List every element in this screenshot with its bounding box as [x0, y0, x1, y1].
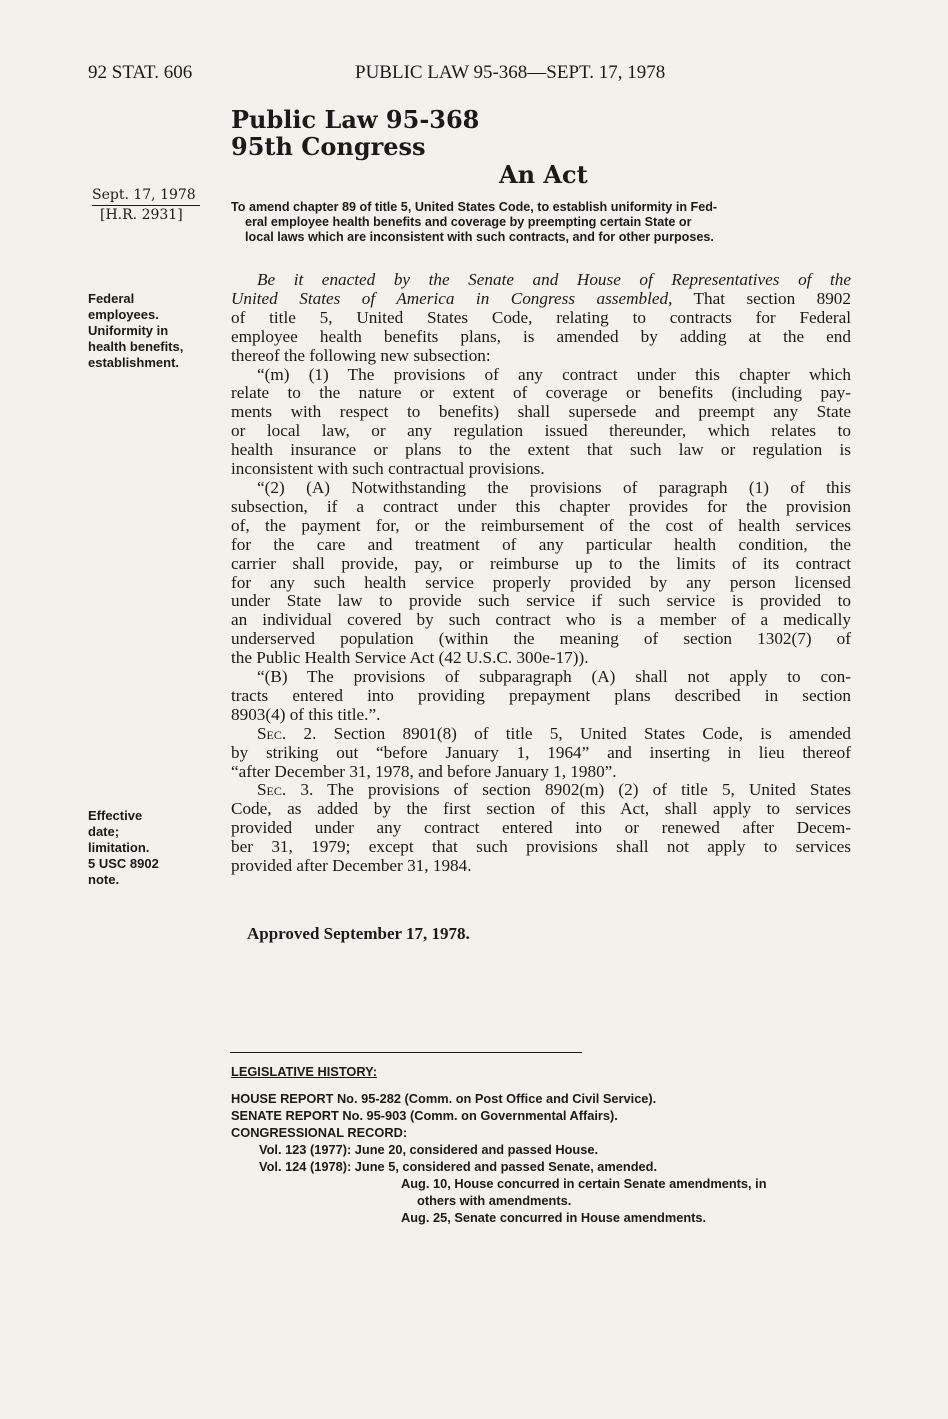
history-line: Vol. 124 (1978): June 5, considered and passed Senate, amended.	[259, 1159, 658, 1174]
margin-note-line: Uniformity in	[88, 323, 169, 338]
body-line: relate to the nature or extent of coverage or benefits (including pay-	[231, 384, 851, 403]
body-line: subsection, if a contract under this chapter provides for the provision	[231, 497, 851, 516]
body-line: or local law, or any regulation issued thereunder, which relates to	[231, 422, 851, 441]
body-line: health insurance or plans to the extent that such law or regulation is	[231, 441, 851, 460]
body-line: “after December 31, 1978, and before January 1, 1980”.	[231, 762, 617, 781]
body-line: ber 31, 1979; except that such provisions shall not apply to services	[231, 838, 851, 857]
section-2-text: Section 8901(8) of title 5, United States Code, is amended	[316, 724, 851, 743]
margin-note-line: establishment.	[88, 355, 180, 370]
history-divider	[230, 1052, 582, 1053]
body-line: “(2) (A) Notwithstanding the provisions of paragraph (1) of this	[257, 478, 851, 497]
date-sidenote	[92, 186, 200, 225]
body-line: by striking out “before January 1, 1964” and inserting in lieu thereof	[231, 743, 851, 762]
purpose-line: To amend chapter 89 of title 5, United States Code, to establish uniformity in Fed-	[231, 200, 718, 214]
body-line: under State law to provide such service if such service is provided to	[231, 592, 851, 611]
public-law-number: Public Law 95-368	[231, 105, 480, 134]
body-line: provided under any contract entered into or renewed after Decem-	[231, 819, 851, 838]
body-line: underserved population (within the meaning of section 1302(7) of	[231, 630, 851, 649]
enacting-clause-line	[231, 290, 851, 309]
section-3-line	[231, 781, 851, 800]
body-line: “(m) (1) The provisions of any contract under this chapter which	[257, 365, 851, 384]
history-line: others with amendments.	[417, 1193, 572, 1208]
purpose-line: local laws which are inconsistent with such contracts, and for other purposes.	[245, 230, 714, 244]
history-line: Aug. 10, House concurred in certain Senate amendments, in	[401, 1176, 767, 1191]
history-line: SENATE REPORT No. 95-903 (Comm. on Governmental Affairs).	[231, 1108, 618, 1123]
body-line: Code, as added by the first section of this Act, shall apply to services	[231, 800, 851, 819]
margin-note-effective-date	[88, 808, 159, 888]
body-line: of title 5, United States Code, relating to contracts for Federal	[231, 308, 851, 327]
body-line: ments with respect to benefits) shall supersede and preempt any State	[231, 403, 851, 422]
running-title: PUBLIC LAW 95-368—SEPT. 17, 1978	[355, 62, 666, 83]
page-stat-citation: 92 STAT. 606	[88, 62, 193, 83]
purpose-line: eral employee health benefits and coverage by preempting certain State or	[245, 215, 692, 229]
act-purpose	[231, 200, 851, 245]
body-line: carrier shall provide, pay, or reimburse up to the limits of its contract	[231, 554, 851, 573]
body-line: the Public Health Service Act (42 U.S.C. 300e-17)).	[231, 649, 589, 668]
section-3-text: The provisions of section 8902(m) (2) of title 5, United States	[313, 781, 851, 800]
margin-note-line: limitation.	[88, 840, 150, 855]
margin-note-line: 5 USC 8902	[88, 856, 159, 871]
body-line: for the care and treatment of any particular health condition, the	[231, 535, 851, 554]
section-2-line	[231, 725, 851, 744]
body-line: 8903(4) of this title.”.	[231, 705, 381, 724]
margin-note-federal-employees	[88, 291, 183, 371]
enacting-clause-italic: United States of America in Congress assembled,	[231, 289, 673, 308]
history-line: CONGRESSIONAL RECORD:	[231, 1125, 408, 1140]
history-line: Aug. 25, Senate concurred in House amendments.	[401, 1210, 707, 1225]
body-line: of, the payment for, or the reimbursement of the cost of health services	[231, 516, 851, 535]
bill-number: [H.R. 2931]	[100, 207, 183, 223]
law-title-block	[231, 106, 479, 160]
body-line: “(B) The provisions of subparagraph (A) shall not apply to con-	[257, 668, 851, 687]
margin-note-line: note.	[88, 872, 120, 887]
enacting-clause-line: Be it enacted by the Senate and House of Representatives of the	[257, 271, 851, 289]
act-body	[231, 271, 851, 876]
margin-note-line: employees.	[88, 307, 159, 322]
act-heading: An Act	[499, 160, 588, 189]
enactment-date: Sept. 17, 1978	[92, 186, 200, 206]
body-line: for any such health service properly provided by any person licensed	[231, 573, 851, 592]
body-line: provided after December 31, 1984.	[231, 857, 472, 876]
body-line: an individual covered by such contract who is a member of a medically	[231, 611, 851, 630]
legislative-history-title: LEGISLATIVE HISTORY:	[231, 1064, 377, 1079]
legislative-history	[231, 1063, 851, 1226]
body-line: thereof the following new subsection:	[231, 346, 491, 365]
history-line: Vol. 123 (1977): June 20, considered and passed House.	[259, 1142, 599, 1157]
margin-note-line: Effective	[88, 808, 143, 823]
margin-note-line: date;	[88, 824, 120, 839]
margin-note-line: health benefits,	[88, 339, 184, 354]
section-2-label: Sec. 2.	[257, 724, 317, 743]
approval-line: Approved September 17, 1978.	[247, 924, 470, 943]
enacting-clause-rest: That section 8902	[672, 289, 851, 308]
section-3-label: Sec. 3.	[257, 781, 314, 800]
congress-number: 95th Congress	[231, 132, 426, 161]
body-line: employee health benefits plans, is amended by adding at the end	[231, 327, 851, 346]
history-line: HOUSE REPORT No. 95-282 (Comm. on Post Office and Civil Service).	[231, 1091, 657, 1106]
body-line: inconsistent with such contractual provisions.	[231, 460, 545, 479]
body-line: tracts entered into providing prepayment plans described in section	[231, 686, 851, 705]
margin-note-line: Federal	[88, 291, 135, 306]
